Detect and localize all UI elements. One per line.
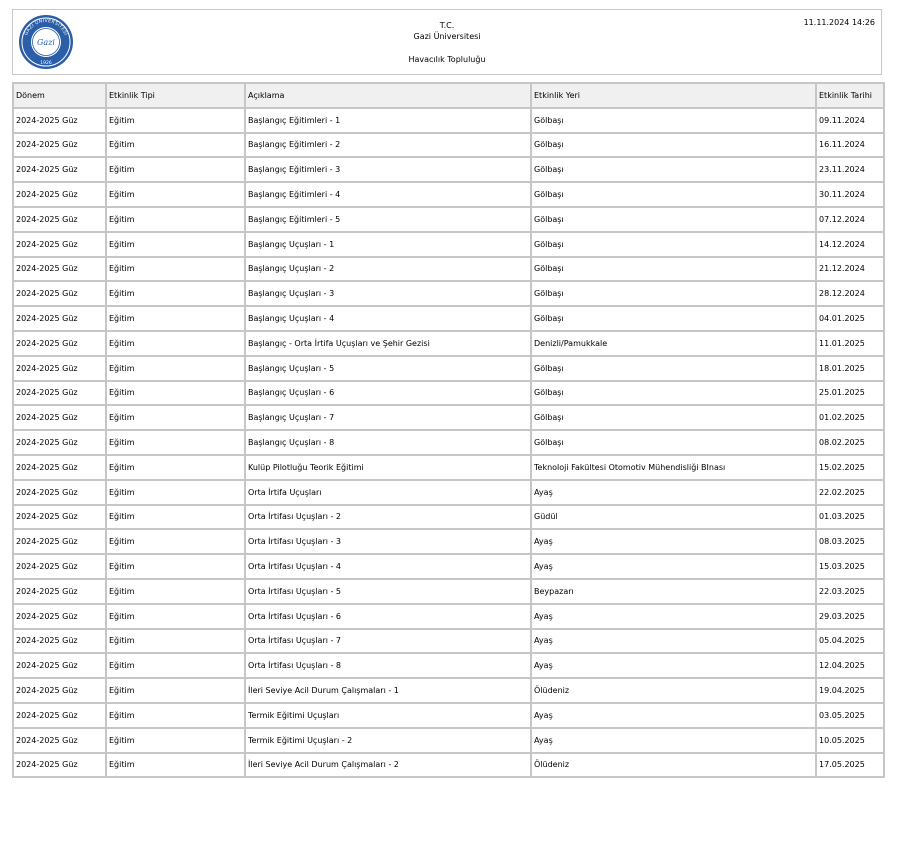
col-etkinlik-tipi-cell: Eğitim <box>106 653 245 678</box>
col-donem-cell: 2024-2025 Güz <box>13 653 106 678</box>
table-row <box>13 728 884 753</box>
col-donem-cell: 2024-2025 Güz <box>13 604 106 629</box>
col-etkinlik-yeri-cell: Gölbaşı <box>531 108 816 133</box>
table-row <box>13 579 884 604</box>
col-donem-cell: 2024-2025 Güz <box>13 728 106 753</box>
col-etkinlik-tipi-cell: Eğitim <box>106 629 245 654</box>
col-donem-cell: 2024-2025 Güz <box>13 182 106 207</box>
report-header <box>12 9 882 75</box>
col-etkinlik-tipi-cell: Eğitim <box>106 182 245 207</box>
col-aciklama-cell: Başlangıç Uçuşları - 6 <box>245 381 531 406</box>
col-donem-cell: 2024-2025 Güz <box>13 232 106 257</box>
col-etkinlik-yeri-cell: Ayaş <box>531 703 816 728</box>
col-donem-cell: 2024-2025 Güz <box>13 529 106 554</box>
col-etkinlik-tarihi-cell: 28.12.2024 <box>816 281 884 306</box>
col-etkinlik-tarihi-cell: 22.02.2025 <box>816 480 884 505</box>
col-donem-cell: 2024-2025 Güz <box>13 257 106 282</box>
col-etkinlik-tipi-cell: Eğitim <box>106 133 245 158</box>
col-etkinlik-yeri-cell: Ölüdeniz <box>531 678 816 703</box>
col-etkinlik-tipi-header: Etkinlik Tipi <box>106 83 245 108</box>
table-row <box>13 455 884 480</box>
table-row <box>13 281 884 306</box>
table-row <box>13 182 884 207</box>
table-row <box>13 505 884 530</box>
col-etkinlik-yeri-cell: Denizli/Pamukkale <box>531 331 816 356</box>
col-etkinlik-tarihi-cell: 01.03.2025 <box>816 505 884 530</box>
col-donem-cell: 2024-2025 Güz <box>13 356 106 381</box>
col-etkinlik-yeri-cell: Güdül <box>531 505 816 530</box>
table-row <box>13 157 884 182</box>
col-etkinlik-tarihi-cell: 04.01.2025 <box>816 306 884 331</box>
col-donem-cell: 2024-2025 Güz <box>13 753 106 778</box>
col-etkinlik-tarihi-cell: 05.04.2025 <box>816 629 884 654</box>
table-row <box>13 405 884 430</box>
col-etkinlik-yeri-cell: Ayaş <box>531 653 816 678</box>
col-aciklama-cell: Başlangıç Uçuşları - 3 <box>245 281 531 306</box>
table-row <box>13 257 884 282</box>
col-donem-cell: 2024-2025 Güz <box>13 455 106 480</box>
report-timestamp: 11.11.2024 14:26 <box>803 18 875 27</box>
col-etkinlik-yeri-cell: Ayaş <box>531 604 816 629</box>
col-aciklama-cell: Orta İrtifası Uçuşları - 4 <box>245 554 531 579</box>
col-etkinlik-yeri-cell: Ayaş <box>531 480 816 505</box>
col-etkinlik-tipi-cell: Eğitim <box>106 455 245 480</box>
col-etkinlik-tipi-cell: Eğitim <box>106 405 245 430</box>
col-aciklama-cell: Başlangıç Eğitimleri - 4 <box>245 182 531 207</box>
col-aciklama-cell: Başlangıç Eğitimleri - 2 <box>245 133 531 158</box>
col-donem-cell: 2024-2025 Güz <box>13 629 106 654</box>
col-aciklama-cell: Başlangıç Uçuşları - 5 <box>245 356 531 381</box>
table-header-row <box>13 83 884 108</box>
col-donem-cell: 2024-2025 Güz <box>13 331 106 356</box>
col-etkinlik-yeri-cell: Ölüdeniz <box>531 753 816 778</box>
table-row <box>13 306 884 331</box>
seal-year: 1926 <box>40 61 52 66</box>
col-aciklama-header: Açıklama <box>245 83 531 108</box>
table-row <box>13 653 884 678</box>
col-aciklama-cell: Orta İrtifası Uçuşları - 8 <box>245 653 531 678</box>
col-etkinlik-tarihi-cell: 15.03.2025 <box>816 554 884 579</box>
col-aciklama-cell: Başlangıç Uçuşları - 7 <box>245 405 531 430</box>
col-etkinlik-tarihi-cell: 17.05.2025 <box>816 753 884 778</box>
col-etkinlik-yeri-cell: Gölbaşı <box>531 207 816 232</box>
col-etkinlik-tarihi-cell: 08.02.2025 <box>816 430 884 455</box>
col-donem-cell: 2024-2025 Güz <box>13 306 106 331</box>
table-row <box>13 133 884 158</box>
header-community: Havacılık Topluluğu <box>408 55 486 64</box>
table-row <box>13 480 884 505</box>
col-etkinlik-yeri-cell: Ayaş <box>531 728 816 753</box>
table-row <box>13 703 884 728</box>
col-etkinlik-yeri-cell: Gölbaşı <box>531 281 816 306</box>
table-row <box>13 331 884 356</box>
table-row <box>13 108 884 133</box>
col-etkinlik-tipi-cell: Eğitim <box>106 108 245 133</box>
col-donem-cell: 2024-2025 Güz <box>13 281 106 306</box>
col-etkinlik-tarihi-cell: 29.03.2025 <box>816 604 884 629</box>
col-aciklama-cell: İleri Seviye Acil Durum Çalışmaları - 2 <box>245 753 531 778</box>
col-aciklama-cell: Termik Eğitimi Uçuşları - 2 <box>245 728 531 753</box>
table-row <box>13 356 884 381</box>
table-row <box>13 207 884 232</box>
col-aciklama-cell: Orta İrtifası Uçuşları - 6 <box>245 604 531 629</box>
col-etkinlik-tipi-cell: Eğitim <box>106 554 245 579</box>
col-aciklama-cell: Orta İrtifası Uçuşları - 2 <box>245 505 531 530</box>
col-aciklama-cell: Orta İrtifası Uçuşları - 3 <box>245 529 531 554</box>
col-aciklama-cell: Termik Eğitimi Uçuşları <box>245 703 531 728</box>
col-etkinlik-tipi-cell: Eğitim <box>106 306 245 331</box>
col-aciklama-cell: Başlangıç Uçuşları - 8 <box>245 430 531 455</box>
col-aciklama-cell: Başlangıç Eğitimleri - 3 <box>245 157 531 182</box>
table-body <box>13 108 884 778</box>
col-etkinlik-tarihi-cell: 08.03.2025 <box>816 529 884 554</box>
col-etkinlik-tipi-cell: Eğitim <box>106 232 245 257</box>
col-donem-cell: 2024-2025 Güz <box>13 207 106 232</box>
col-donem-cell: 2024-2025 Güz <box>13 405 106 430</box>
col-donem-cell: 2024-2025 Güz <box>13 108 106 133</box>
col-etkinlik-yeri-cell: Gölbaşı <box>531 430 816 455</box>
table-row <box>13 678 884 703</box>
col-etkinlik-yeri-header: Etkinlik Yeri <box>531 83 816 108</box>
col-etkinlik-yeri-cell: Gölbaşı <box>531 306 816 331</box>
col-etkinlik-tarihi-cell: 03.05.2025 <box>816 703 884 728</box>
col-etkinlik-tarihi-cell: 10.05.2025 <box>816 728 884 753</box>
col-etkinlik-tipi-cell: Eğitim <box>106 480 245 505</box>
table-row <box>13 232 884 257</box>
col-aciklama-cell: Başlangıç Eğitimleri - 1 <box>245 108 531 133</box>
col-etkinlik-tarihi-cell: 15.02.2025 <box>816 455 884 480</box>
seal-center-text: Gazi <box>37 38 55 47</box>
col-etkinlik-tarihi-cell: 25.01.2025 <box>816 381 884 406</box>
col-donem-header: Dönem <box>13 83 106 108</box>
col-etkinlik-tipi-cell: Eğitim <box>106 381 245 406</box>
col-etkinlik-tarihi-cell: 21.12.2024 <box>816 257 884 282</box>
col-aciklama-cell: Orta İrtifası Uçuşları - 5 <box>245 579 531 604</box>
header-line-university: Gazi Üniversitesi <box>413 31 481 41</box>
events-table <box>12 82 885 778</box>
table-row <box>13 629 884 654</box>
col-etkinlik-tipi-cell: Eğitim <box>106 505 245 530</box>
col-donem-cell: 2024-2025 Güz <box>13 480 106 505</box>
col-etkinlik-yeri-cell: Gölbaşı <box>531 182 816 207</box>
header-title <box>13 21 881 42</box>
col-etkinlik-tipi-cell: Eğitim <box>106 703 245 728</box>
col-etkinlik-tarihi-header: Etkinlik Tarihi <box>816 83 884 108</box>
col-etkinlik-tipi-cell: Eğitim <box>106 728 245 753</box>
col-aciklama-cell: İleri Seviye Acil Durum Çalışmaları - 1 <box>245 678 531 703</box>
header-line-tc: T.C. <box>439 21 455 30</box>
col-aciklama-cell: Başlangıç Uçuşları - 2 <box>245 257 531 282</box>
table-row <box>13 604 884 629</box>
col-etkinlik-tarihi-cell: 19.04.2025 <box>816 678 884 703</box>
col-donem-cell: 2024-2025 Güz <box>13 703 106 728</box>
col-donem-cell: 2024-2025 Güz <box>13 678 106 703</box>
table-row <box>13 529 884 554</box>
col-aciklama-cell: Başlangıç Uçuşları - 1 <box>245 232 531 257</box>
col-etkinlik-yeri-cell: Gölbaşı <box>531 157 816 182</box>
col-etkinlik-yeri-cell: Ayaş <box>531 529 816 554</box>
col-etkinlik-tarihi-cell: 11.01.2025 <box>816 331 884 356</box>
col-etkinlik-yeri-cell: Gölbaşı <box>531 133 816 158</box>
col-etkinlik-tarihi-cell: 22.03.2025 <box>816 579 884 604</box>
seal-top-text: GAZİ ÜNİVERSİTESİ <box>24 18 68 37</box>
col-etkinlik-yeri-cell: Gölbaşı <box>531 405 816 430</box>
col-etkinlik-yeri-cell: Beypazarı <box>531 579 816 604</box>
col-donem-cell: 2024-2025 Güz <box>13 505 106 530</box>
col-donem-cell: 2024-2025 Güz <box>13 157 106 182</box>
col-etkinlik-tipi-cell: Eğitim <box>106 678 245 703</box>
col-etkinlik-tipi-cell: Eğitim <box>106 257 245 282</box>
col-etkinlik-tipi-cell: Eğitim <box>106 529 245 554</box>
col-etkinlik-tarihi-cell: 09.11.2024 <box>816 108 884 133</box>
col-etkinlik-yeri-cell: Ayaş <box>531 629 816 654</box>
col-etkinlik-tipi-cell: Eğitim <box>106 356 245 381</box>
table-row <box>13 381 884 406</box>
col-etkinlik-tarihi-cell: 30.11.2024 <box>816 182 884 207</box>
col-aciklama-cell: Başlangıç - Orta İrtifa Uçuşları ve Şehir Gezisi <box>245 331 531 356</box>
col-etkinlik-tarihi-cell: 18.01.2025 <box>816 356 884 381</box>
col-etkinlik-yeri-cell: Teknoloji Fakültesi Otomotiv Mühendisliği BInası <box>531 455 816 480</box>
col-etkinlik-tarihi-cell: 01.02.2025 <box>816 405 884 430</box>
col-etkinlik-tipi-cell: Eğitim <box>106 331 245 356</box>
col-etkinlik-yeri-cell: Gölbaşı <box>531 257 816 282</box>
col-donem-cell: 2024-2025 Güz <box>13 430 106 455</box>
col-aciklama-cell: Başlangıç Eğitimleri - 5 <box>245 207 531 232</box>
col-etkinlik-tarihi-cell: 07.12.2024 <box>816 207 884 232</box>
col-aciklama-cell: Kulüp Pilotluğu Teorik Eğitimi <box>245 455 531 480</box>
col-etkinlik-tarihi-cell: 23.11.2024 <box>816 157 884 182</box>
col-etkinlik-tipi-cell: Eğitim <box>106 579 245 604</box>
col-aciklama-cell: Başlangıç Uçuşları - 4 <box>245 306 531 331</box>
col-etkinlik-yeri-cell: Gölbaşı <box>531 232 816 257</box>
col-etkinlik-yeri-cell: Ayaş <box>531 554 816 579</box>
col-etkinlik-yeri-cell: Gölbaşı <box>531 356 816 381</box>
col-donem-cell: 2024-2025 Güz <box>13 133 106 158</box>
col-etkinlik-tarihi-cell: 12.04.2025 <box>816 653 884 678</box>
col-etkinlik-tipi-cell: Eğitim <box>106 604 245 629</box>
table-row <box>13 753 884 778</box>
table-row <box>13 554 884 579</box>
col-etkinlik-tipi-cell: Eğitim <box>106 430 245 455</box>
table-row <box>13 430 884 455</box>
col-aciklama-cell: Orta İrtifası Uçuşları - 7 <box>245 629 531 654</box>
col-etkinlik-tipi-cell: Eğitim <box>106 753 245 778</box>
col-etkinlik-tipi-cell: Eğitim <box>106 207 245 232</box>
col-etkinlik-tarihi-cell: 16.11.2024 <box>816 133 884 158</box>
col-donem-cell: 2024-2025 Güz <box>13 554 106 579</box>
col-etkinlik-yeri-cell: Gölbaşı <box>531 381 816 406</box>
col-donem-cell: 2024-2025 Güz <box>13 381 106 406</box>
col-donem-cell: 2024-2025 Güz <box>13 579 106 604</box>
col-aciklama-cell: Orta İrtifa Uçuşları <box>245 480 531 505</box>
col-etkinlik-tarihi-cell: 14.12.2024 <box>816 232 884 257</box>
col-etkinlik-tipi-cell: Eğitim <box>106 281 245 306</box>
col-etkinlik-tipi-cell: Eğitim <box>106 157 245 182</box>
